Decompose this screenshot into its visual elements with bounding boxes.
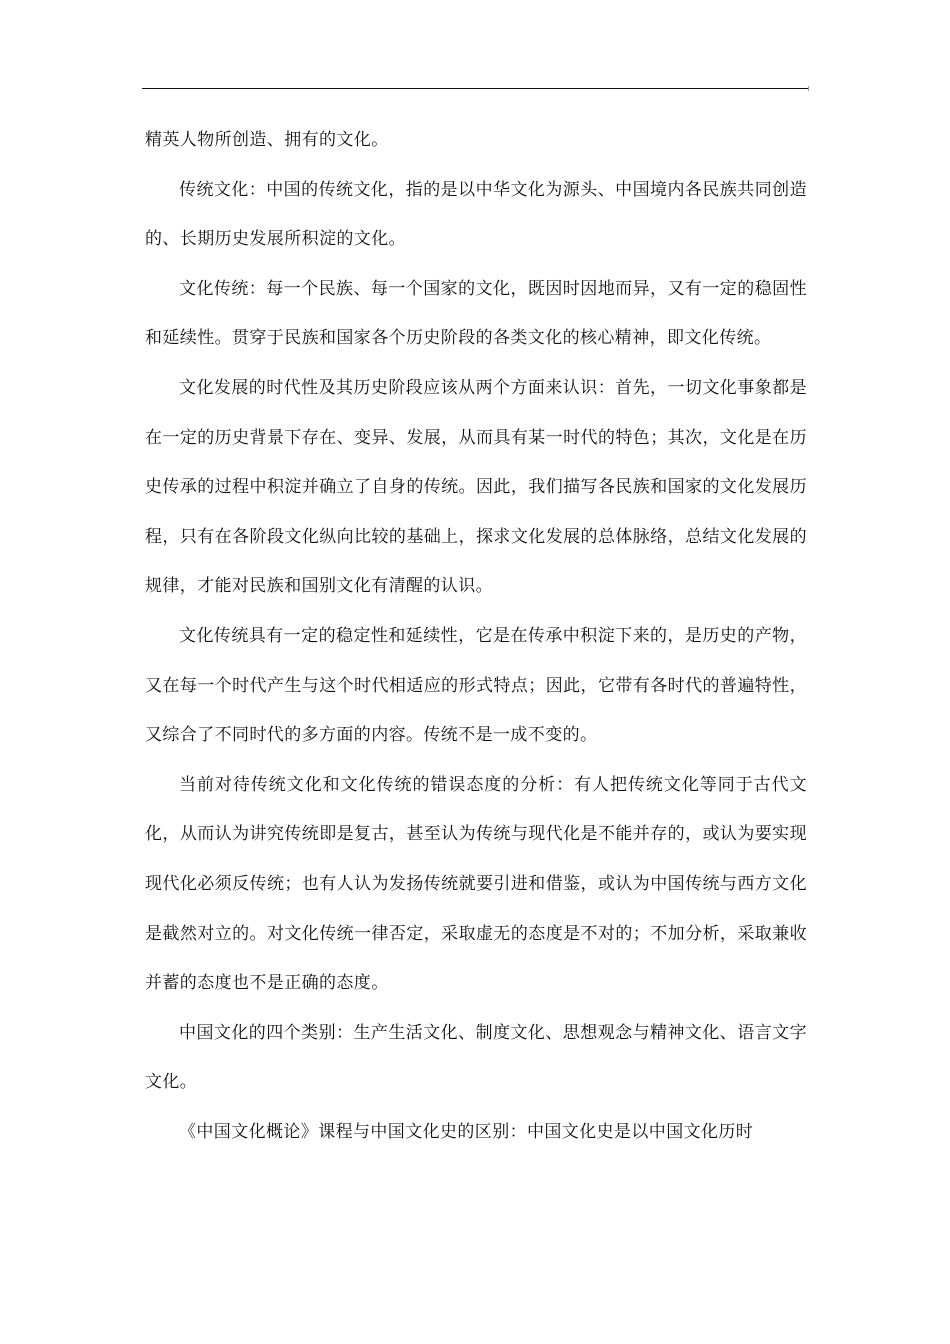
paragraph-course-difference: 《中国文化概论》课程与中国文化史的区别：中国文化史是以中国文化历时 <box>179 1121 754 1142</box>
paragraph-four-categories: 中国文化的四个类别：生产生活文化、制度文化、思想观念与精神文化、语言文字文化。 <box>145 1022 807 1093</box>
paragraph-traditional-culture: 传统文化：中国的传统文化，指的是以中华文化为源头、中国境内各民族共同创造的、长期历史发展所积淀的文化。 <box>145 179 807 250</box>
header-rule-end-mark <box>808 86 809 91</box>
document-body <box>145 116 807 1157</box>
paragraph-cultural-tradition: 文化传统：每一个民族、每一个国家的文化，既因时因地而异，又有一定的稳固性和延续性。贯穿于民族和国家各个历史阶段的各类文化的核心精神，即文化传统。 <box>145 278 807 349</box>
paragraph-tradition-stability: 文化传统具有一定的稳定性和延续性，它是在传承中积淀下来的，是历史的产物，又在每一个时代产生与这个时代相适应的形式特点；因此，它带有各时代的普遍特性，又综合了不同时代的多方面的内容。传统不是一成不变的。 <box>145 625 807 746</box>
paragraph-wrong-attitudes: 当前对待传统文化和文化传统的错误态度的分析：有人把传统文化等同于古代文化，从而认为讲究传统即是复古，甚至认为传统与现代化是不能并存的，或认为要实现现代化必须反传统；也有人认为发扬传统就要引进和借鉴，或认为中国传统与西方文化是截然对立的。对文化传统一律否定，采取虚无的态度是不对的；不加分析，采取兼收并蓄的态度也不是正确的态度。 <box>145 774 807 994</box>
paragraph-cultural-development: 文化发展的时代性及其历史阶段应该从两个方面来认识：首先，一切文化事象都是在一定的历史背景下存在、变异、发展，从而具有某一时代的特色；其次，文化是在历史传承的过程中积淀并确立了自身的传统。因此，我们描写各民族和国家的文化发展历程，只有在各阶段文化纵向比较的基础上，探求文化发展的总体脉络，总结文化发展的规律，才能对民族和国别文化有清醒的认识。 <box>145 377 807 597</box>
header-rule <box>142 88 808 89</box>
paragraph-continuation: 精英人物所创造、拥有的文化。 <box>145 130 389 150</box>
